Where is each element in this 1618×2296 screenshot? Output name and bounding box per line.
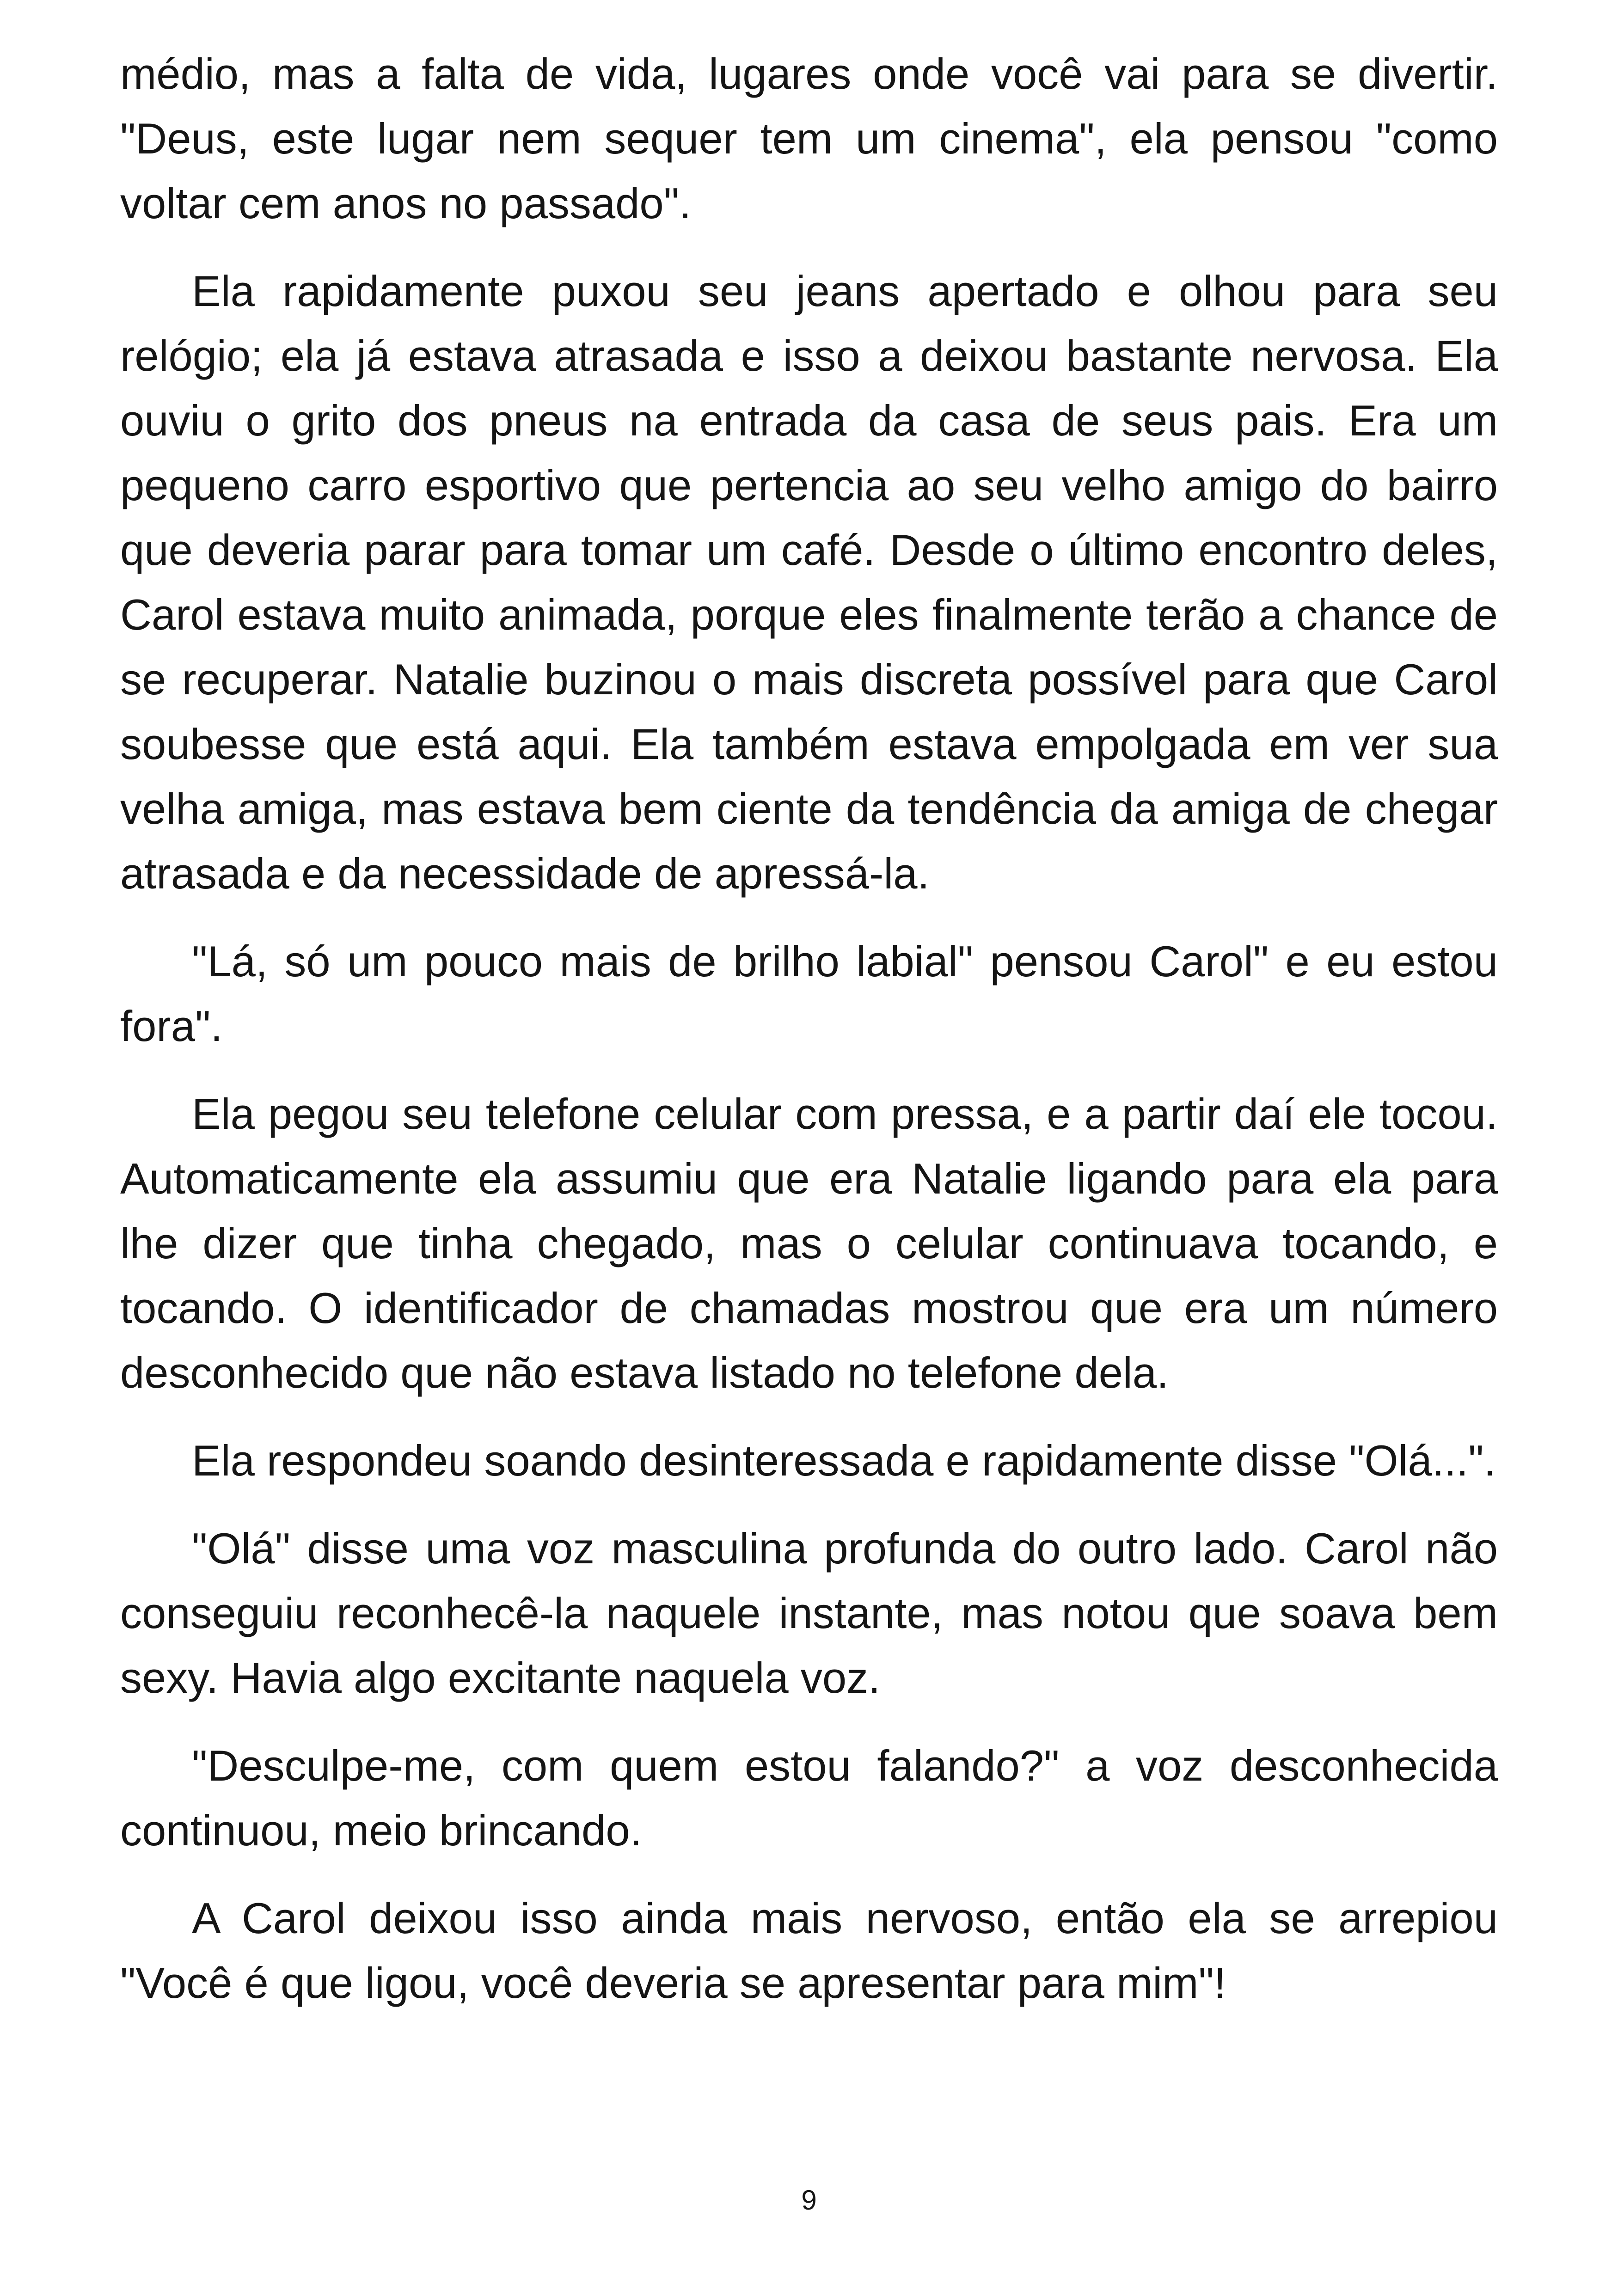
page-number: 9 [801,2185,817,2216]
paragraph: "Lá, só um pouco mais de brilho labial" pensou Carol" e eu estou fora". [120,937,1498,1050]
paragraph: médio, mas a falta de vida, lugares onde você vai para se divertir. "Deus, este lugar nem sequer tem um cinema", ela pensou "como voltar cem anos no passado". [120,49,1498,227]
body-text [120,42,1498,2039]
paragraph: "Desculpe-me, com quem estou falando?" a voz desconhecida continuou, meio brincando. [120,1741,1498,1855]
paragraph: Ela pegou seu telefone celular com pressa, e a partir daí ele tocou. Automaticamente ela assumiu que era Natalie ligando para ela para lhe dizer que tinha chegado, mas o celular continuava tocando, e tocando. O identificador de chamadas mostrou que era um número desconhecido que não estava listado no telefone dela. [120,1090,1498,1397]
paragraph: "Olá" disse uma voz masculina profunda do outro lado. Carol não conseguiu reconhecê-la naquele instante, mas notou que soava bem sexy. Havia algo excitante naquela voz. [120,1524,1498,1702]
paragraph: Ela rapidamente puxou seu jeans apertado e olhou para seu relógio; ela já estava atrasada e isso a deixou bastante nervosa. Ela ouviu o grito dos pneus na entrada da casa de seus pais. Era um pequeno carro esportivo que pertencia ao seu velho amigo do bairro que deveria parar para tomar um café. Desde o último encontro deles, Carol estava muito animada, porque eles finalmente terão a chance de se recuperar. Natalie buzinou o mais discreta possível para que Carol soubesse que está aqui. Ela também estava empolgada em ver sua velha amiga, mas estava bem ciente da tendência da amiga de chegar atrasada e da necessidade de apressá-la. [120,267,1498,898]
paragraph: Ela respondeu soando desinteressada e rapidamente disse "Olá...". [192,1436,1496,1485]
paragraph: A Carol deixou isso ainda mais nervoso, então ela se arrepiou "Você é que ligou, você deveria se apresentar para mim"! [120,1894,1498,2007]
